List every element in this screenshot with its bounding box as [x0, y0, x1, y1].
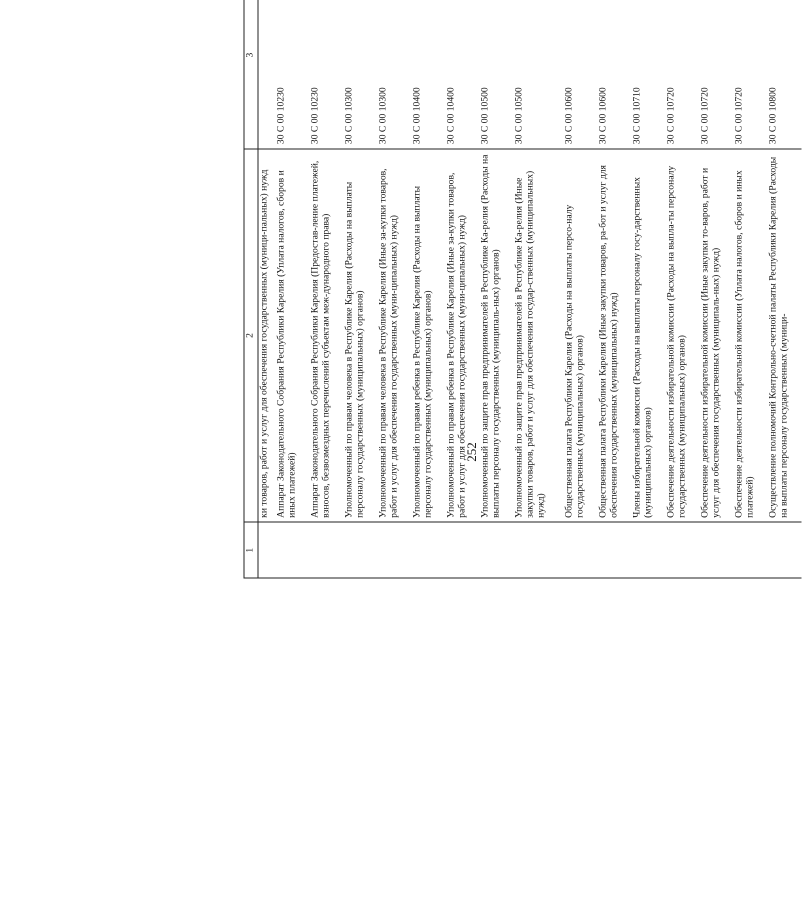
target-item-code-cell: 30 С 00 10720 [666, 0, 700, 149]
target-item-code-cell: 30 С 00 10720 [700, 0, 734, 149]
row-number-cell [666, 522, 700, 578]
expenditure-name-cell: Члены избирательной комиссии (Расходы на выплаты персоналу госу-дарственных (муниципальных) органов) [632, 149, 666, 523]
row-number-cell [310, 522, 344, 578]
expenditure-name-cell: Общественная палата Республики Карелия (Иные закупки товаров, ра-бот и услуг для обеспечения государственных (муниципальных) нужд) [598, 149, 632, 523]
table-row [344, 0, 378, 578]
target-item-code-cell: 30 С 00 10300 [377, 0, 411, 149]
expenditure-name-cell: Аппарат Законодательного Собрания Республики Карелия (Предостав-ление платежей, взносов, безвозмездных перечислений субъектам меж-дународного права) [310, 149, 344, 523]
row-number-cell [258, 522, 276, 578]
table-body [258, 0, 802, 578]
table-row [258, 0, 276, 578]
target-item-code-cell: 30 С 00 10710 [632, 0, 666, 149]
expenditure-name-cell: ки товаров, работ и услуг для обеспечения государственных (муници-пальных) нужд [258, 149, 276, 523]
row-number-cell [632, 522, 666, 578]
row-number-cell [767, 522, 801, 578]
table-row [666, 0, 700, 578]
expenditure-name-cell: Осуществление полномочий Контрольно-счетной палаты Республики Карелия (Расходы на выплаты персоналу государственных (муници- [767, 149, 801, 523]
expenditure-name-cell: Уполномоченный по правам человека в Республике Карелия (Расходы на выплаты персоналу государственных (муниципальных) органов) [344, 149, 378, 523]
row-number-cell [700, 522, 734, 578]
row-number-cell [513, 522, 564, 578]
column-header-2: 2 [244, 149, 258, 523]
table-row [310, 0, 344, 578]
expenditure-name-cell: Уполномоченный по правам ребенка в Республике Карелия (Расходы на выплаты персоналу государственных (муниципальных) органов) [411, 149, 445, 523]
row-number-cell [445, 522, 479, 578]
target-item-code-cell: 30 С 00 10400 [445, 0, 479, 149]
expenditure-name-cell: Уполномоченный по правам ребенка в Республике Карелия (Иные за-купки товаров, работ и услуг для обеспечения государственных (муни-ципальных) нужд) [445, 149, 479, 523]
target-item-code-cell: 30 С 00 10500 [479, 0, 513, 149]
target-item-code-cell: 30 С 00 10230 [310, 0, 344, 149]
target-item-code-cell: 30 С 00 10600 [564, 0, 598, 149]
row-number-cell [344, 522, 378, 578]
target-item-code-cell: 30 С 00 10720 [733, 0, 767, 149]
row-number-cell [564, 522, 598, 578]
target-item-code-cell: 30 С 00 10800 [767, 0, 801, 149]
table-row [411, 0, 445, 578]
table-row [276, 0, 310, 578]
column-header-1: 1 [244, 522, 258, 578]
table-row [700, 0, 734, 578]
table-row [598, 0, 632, 578]
table-row [564, 0, 598, 578]
row-number-cell [377, 522, 411, 578]
table-row [513, 0, 564, 578]
table-row [445, 0, 479, 578]
target-item-code-cell: 30 С 00 10500 [513, 0, 564, 149]
table-header-row [244, 0, 258, 578]
expenditure-name-cell: Аппарат Законодательного Собрания Республики Карелия (Уплата налогов, сборов и иных платежей) [276, 149, 310, 523]
expenditure-name-cell: Уполномоченный по защите прав предпринимателей в Республике Ка-релия (Иные закупки товаров, работ и услуг для обеспечения государ-ственных (муниципальных) нужд) [513, 149, 564, 523]
table-row [632, 0, 666, 578]
table-row [479, 0, 513, 578]
target-item-code-cell [258, 0, 276, 149]
budget-table [244, 0, 802, 579]
target-item-code-cell: 30 С 00 10400 [411, 0, 445, 149]
target-item-code-cell: 30 С 00 10600 [598, 0, 632, 149]
expenditure-name-cell: Уполномоченный по защите прав предпринимателей в Республике Ка-релия (Расходы на выплаты персоналу государственных (муниципаль-ных) органов) [479, 149, 513, 523]
expenditure-name-cell: Обеспечение деятельности избирательной комиссии (Иные закупки то-варов, работ и услуг для обеспечения государственных (муниципаль-ных) нужд) [700, 149, 734, 523]
expenditure-name-cell: Обеспечение деятельности избирательной комиссии (Расходы на выпла-ты персоналу государственных (муниципальных) органов) [666, 149, 700, 523]
expenditure-name-cell: Обеспечение деятельности избирательной комиссии (Уплата налогов, сборов и иных платежей) [733, 149, 767, 523]
row-number-cell [733, 522, 767, 578]
rotated-table-container [244, 0, 802, 579]
target-item-code-cell: 30 С 00 10230 [276, 0, 310, 149]
row-number-cell [479, 522, 513, 578]
expenditure-name-cell: Уполномоченный по правам человека в Республике Карелия (Иные за-купки товаров, работ и услуг для обеспечения государственных (муни-ципальных) нужд) [377, 149, 411, 523]
column-header-3: 3 [244, 0, 258, 149]
table-row [377, 0, 411, 578]
row-number-cell [411, 522, 445, 578]
row-number-cell [276, 522, 310, 578]
row-number-cell [598, 522, 632, 578]
page-number: 252 [464, 442, 479, 462]
target-item-code-cell: 30 С 00 10300 [344, 0, 378, 149]
table-row [733, 0, 767, 578]
table-row [767, 0, 801, 578]
expenditure-name-cell: Общественная палата Республики Карелия (Расходы на выплаты персо-налу государственных (муниципальных) органов) [564, 149, 598, 523]
